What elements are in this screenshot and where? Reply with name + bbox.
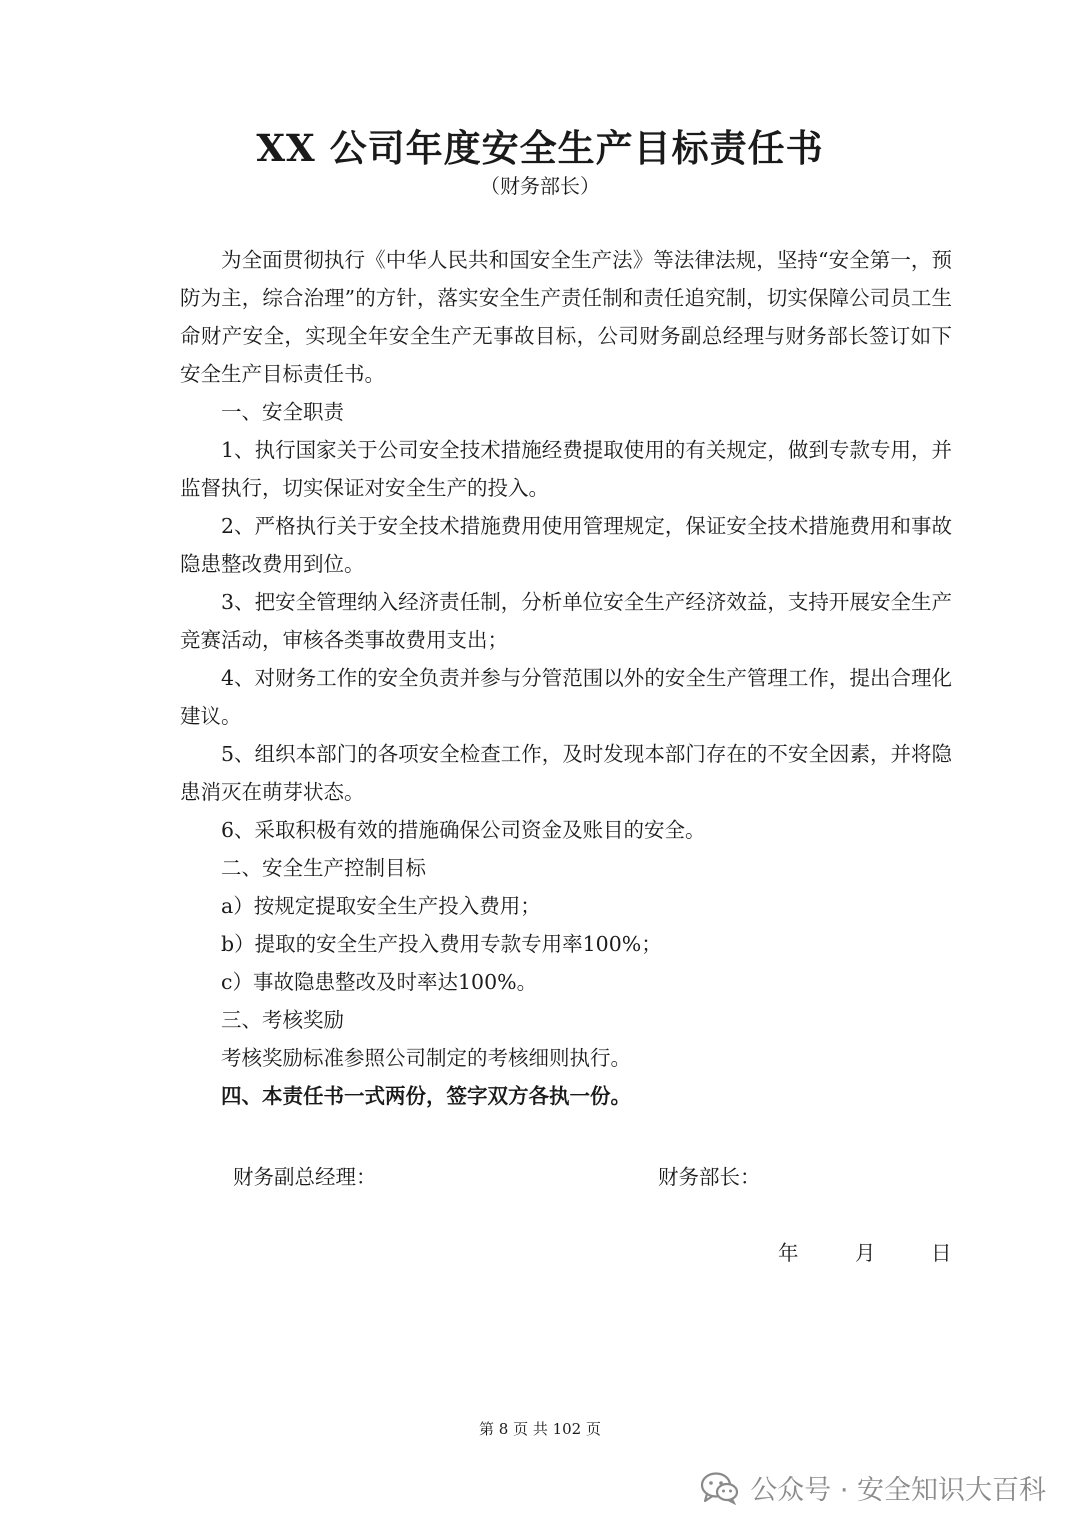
paragraph: 5、组织本部门的各项安全检查工作，及时发现本部门存在的不安全因素，并将隐患消灭在萌芽状态。 <box>180 742 952 804</box>
section-line: 二、安全生产控制目标 <box>221 856 426 880</box>
signature-label-right: 财务部长： <box>658 1165 761 1189</box>
document-title: XX 公司年度安全生产目标责任书 <box>256 126 824 170</box>
date-month-label: 月 <box>855 1241 876 1265</box>
signature-label-left: 财务副总经理： <box>233 1165 377 1189</box>
section-line: b）提取的安全生产投入费用专款专用率100%； <box>221 932 662 956</box>
date-year-label: 年 <box>778 1241 799 1265</box>
section-line: 一、安全职责 <box>221 400 344 424</box>
paragraph: 2、严格执行关于安全技术措施费用使用管理规定，保证安全技术措施费用和事故隐患整改费用到位。 <box>180 514 952 576</box>
section-line: 四、本责任书一式两份，签字双方各执一份。 <box>221 1084 631 1108</box>
watermark-text: 公众号 · 安全知识大百科 <box>750 1475 1046 1506</box>
paragraph: 为全面贯彻执行《中华人民共和国安全生产法》等法律法规，坚持“安全第一，预防为主，综合治理”的方针，落实安全生产责任制和责任追究制，切实保障公司员工生命财产安全，实现全年安全生产无事故目标，公司财务副总经理与财务部长签订如下安全生产目标责任书。 <box>180 248 952 386</box>
section-line: a）按规定提取安全生产投入费用； <box>221 894 541 918</box>
section-line: 考核奖励标准参照公司制定的考核细则执行。 <box>221 1046 631 1070</box>
document-subtitle: （财务部长） <box>480 174 600 198</box>
paragraph: 6、采取积极有效的措施确保公司资金及账目的安全。 <box>221 818 706 842</box>
paragraph: 1、执行国家关于公司安全技术措施经费提取使用的有关规定，做到专款专用，并监督执行，切实保证对安全生产的投入。 <box>180 438 952 500</box>
watermark <box>700 1468 1046 1507</box>
paragraph: 3、把安全管理纳入经济责任制，分析单位安全生产经济效益，支持开展安全生产竞赛活动，审核各类事故费用支出； <box>180 590 952 652</box>
section-line: c）事故隐患整改及时率达100%。 <box>221 970 538 994</box>
document-body <box>180 241 952 1115</box>
page-number: 第 8 页 共 102 页 <box>478 1420 601 1438</box>
section-line: 三、考核奖励 <box>221 1008 344 1032</box>
wechat-icon <box>700 1471 740 1505</box>
paragraph: 4、对财务工作的安全负责并参与分管范围以外的安全生产管理工作，提出合理化建议。 <box>180 666 952 728</box>
date-day-label: 日 <box>931 1241 952 1265</box>
